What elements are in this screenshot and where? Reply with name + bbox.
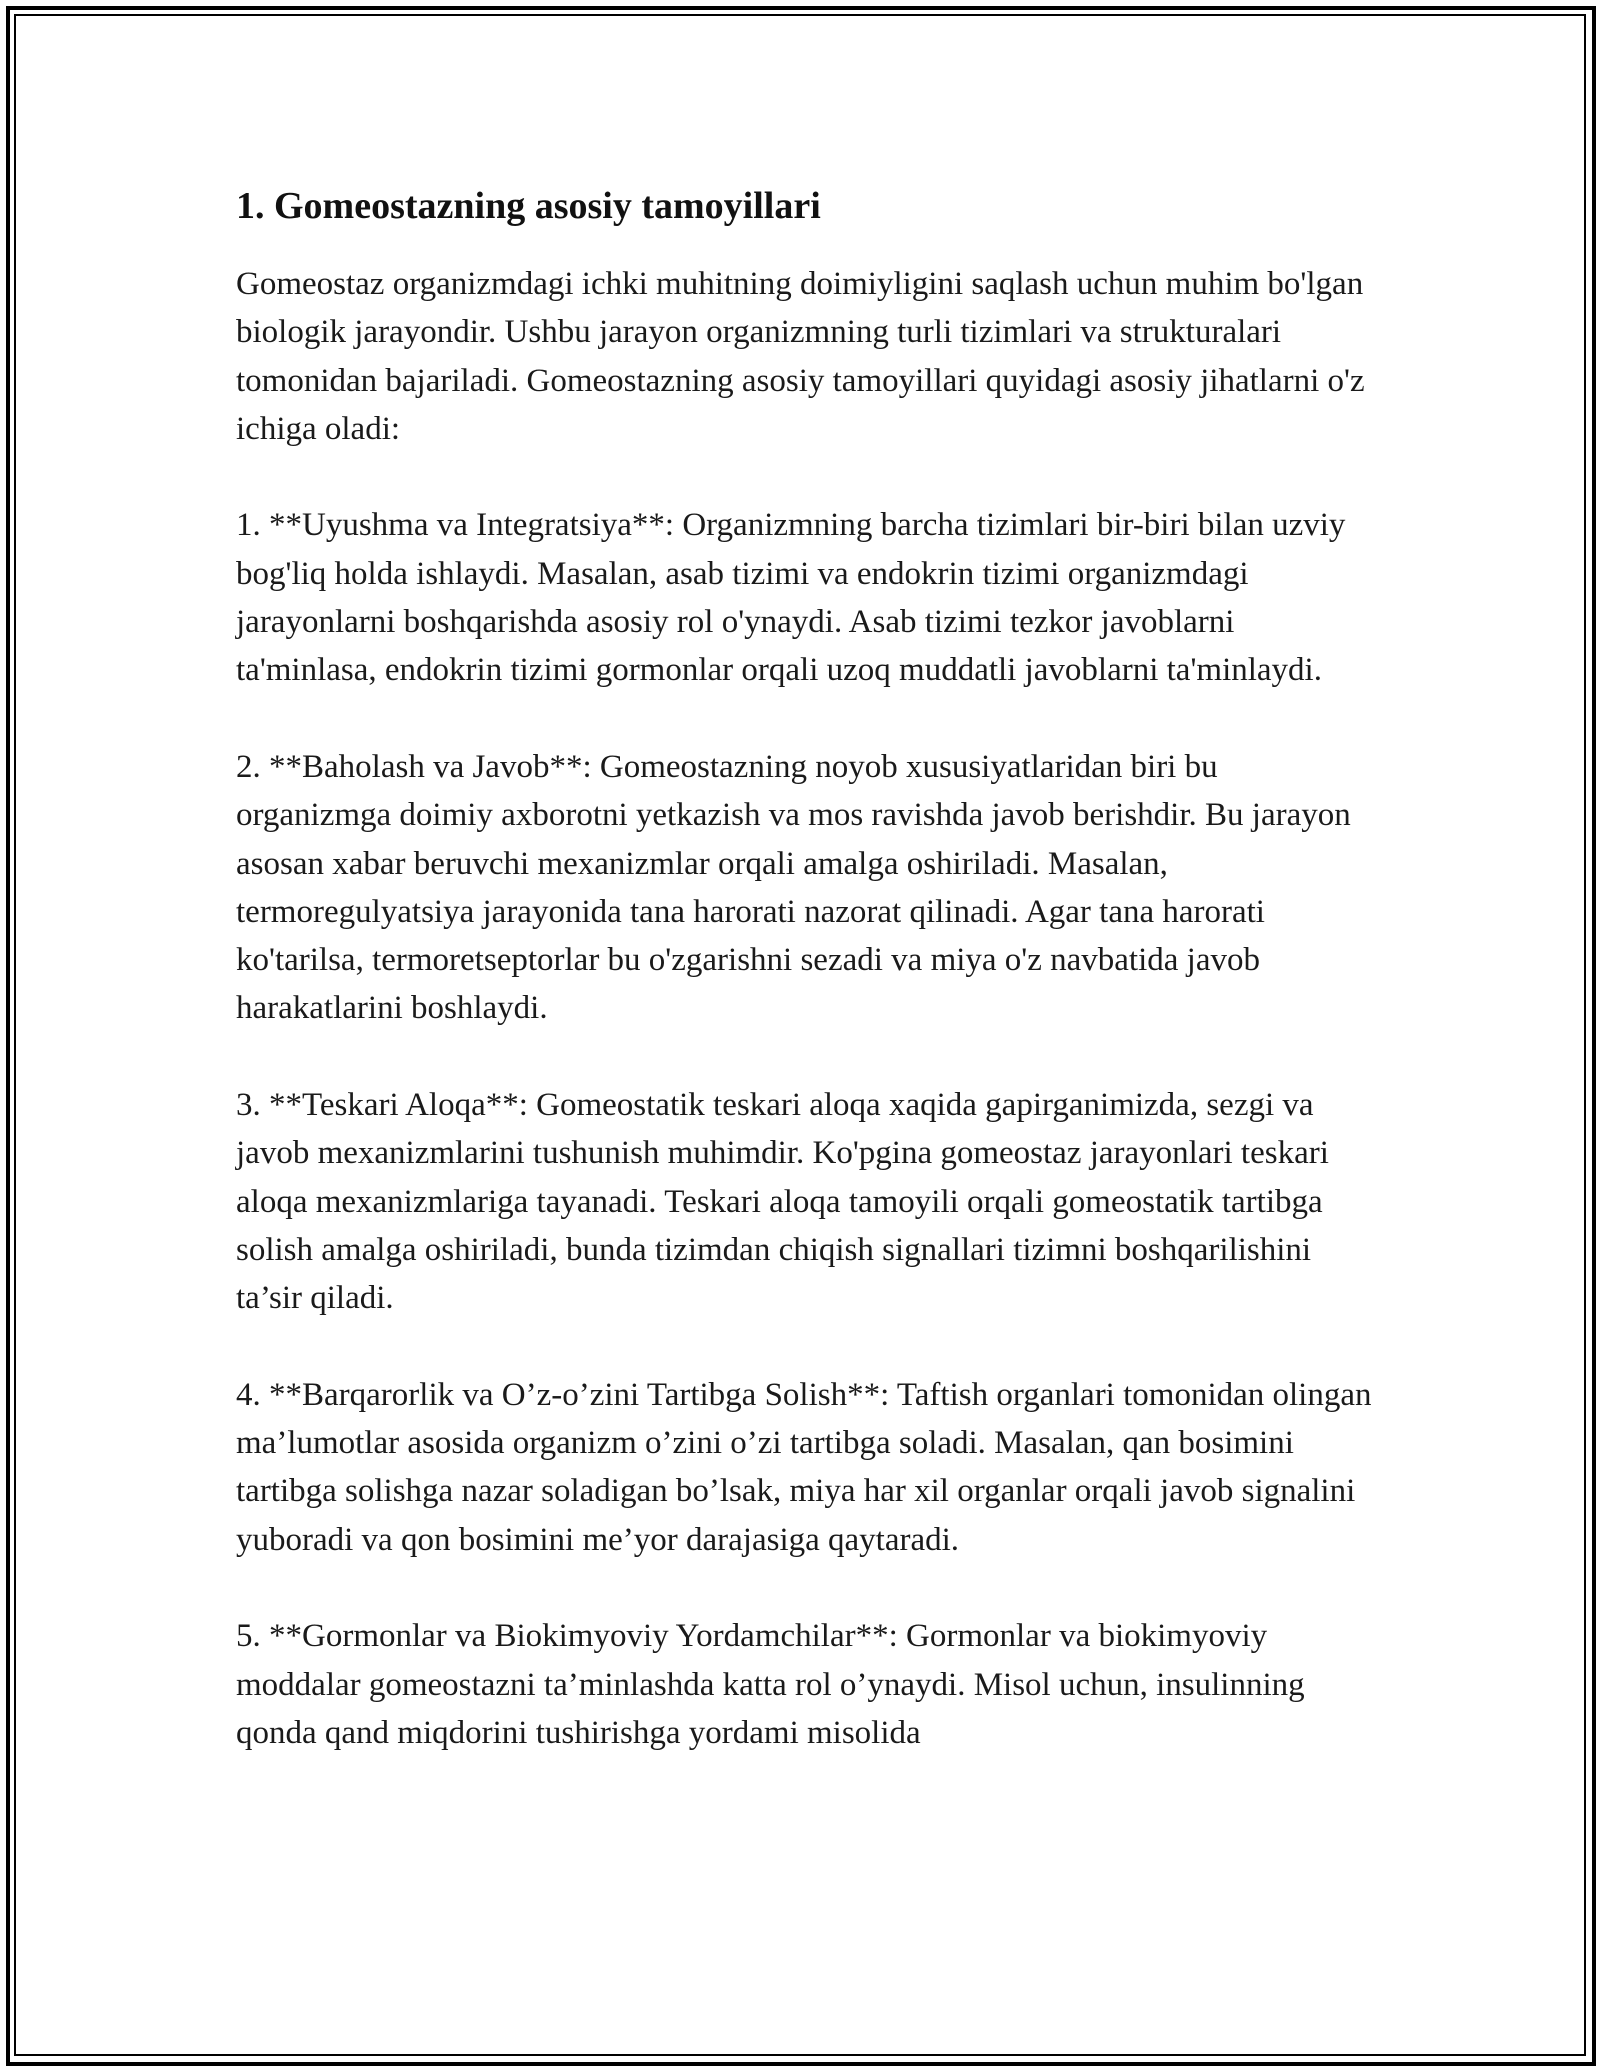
list-item-3: 3. **Teskari Aloqa**: Gomeostatik teskari aloqa xaqida gapirganimizda, sezgi va javob mexanizmlarini tushunish muhimdir. Ko'pgina gomeostaz jarayonlari teskari aloqa mexanizmlariga tayanadi. Teskari aloqa tamoyili orqali gomeostatik tartibga solish amalga oshiriladi, bunda tizimdan chiqish signallari tizimni boshqarilishini ta’sir qiladi. <box>236 1087 1329 1317</box>
list-item-2: 2. **Baholash va Javob**: Gomeostazning noyob xususiyatlaridan biri bu organizmga doimiy axborotni yetkazish va mos ravishda javob berishdir. Bu jarayon asosan xabar beruvchi mexanizmlar orqali amalga oshiriladi. Masalan, termoregulyatsiya jarayonida tana harorati nazorat qilinadi. Agar tana harorati ko'tarilsa, termoretseptorlar bu o'zgarishni sezadi va miya o'z navbatida javob harakatlarini boshlaydi. <box>236 748 1351 1027</box>
section-heading: 1. Gomeostazning asosiy tamoyillari <box>236 185 821 227</box>
document-body <box>236 182 1376 1806</box>
list-item-1: 1. **Uyushma va Integratsiya**: Organizmning barcha tizimlari bir-biri bilan uzviy bog'liq holda ishlaydi. Masalan, asab tizimi va endokrin tizimi organizmdagi jarayonlarni boshqarishda asosiy rol o'ynaydi. Asab tizimi tezkor javoblarni ta'minlasa, endokrin tizimi gormonlar orqali uzoq muddatli javoblarni ta'minlaydi. <box>236 507 1346 689</box>
list-item-5: 5. **Gormonlar va Biokimyoviy Yordamchilar**: Gormonlar va biokimyoviy moddalar gomeostazni ta’minlashda katta rol o’ynaydi. Misol uchun, insulinning qonda qand miqdorini tushirishga yordami misolida <box>236 1618 1305 1751</box>
intro-paragraph: Gomeostaz organizmdagi ichki muhitning doimiyligini saqlash uchun muhim bo'lgan biologik jarayondir. Ushbu jarayon organizmning turli tizimlari va strukturalari tomonidan bajariladi. Gomeostazning asosiy tamoyillari quyidagi asosiy jihatlarni o'z ichiga oladi: <box>236 266 1365 447</box>
list-item-4: 4. **Barqarorlik va O’z-o’zini Tartibga Solish**: Taftish organlari tomonidan olingan ma’lumotlar asosida organizm o’zini o’zi tartibga soladi. Masalan, qan bosimini tartibga solishga nazar soladigan bo’lsak, miya har xil organlar orqali javob signalini yuboradi va qon bosimini me’yor darajasiga qaytaradi. <box>236 1376 1372 1558</box>
